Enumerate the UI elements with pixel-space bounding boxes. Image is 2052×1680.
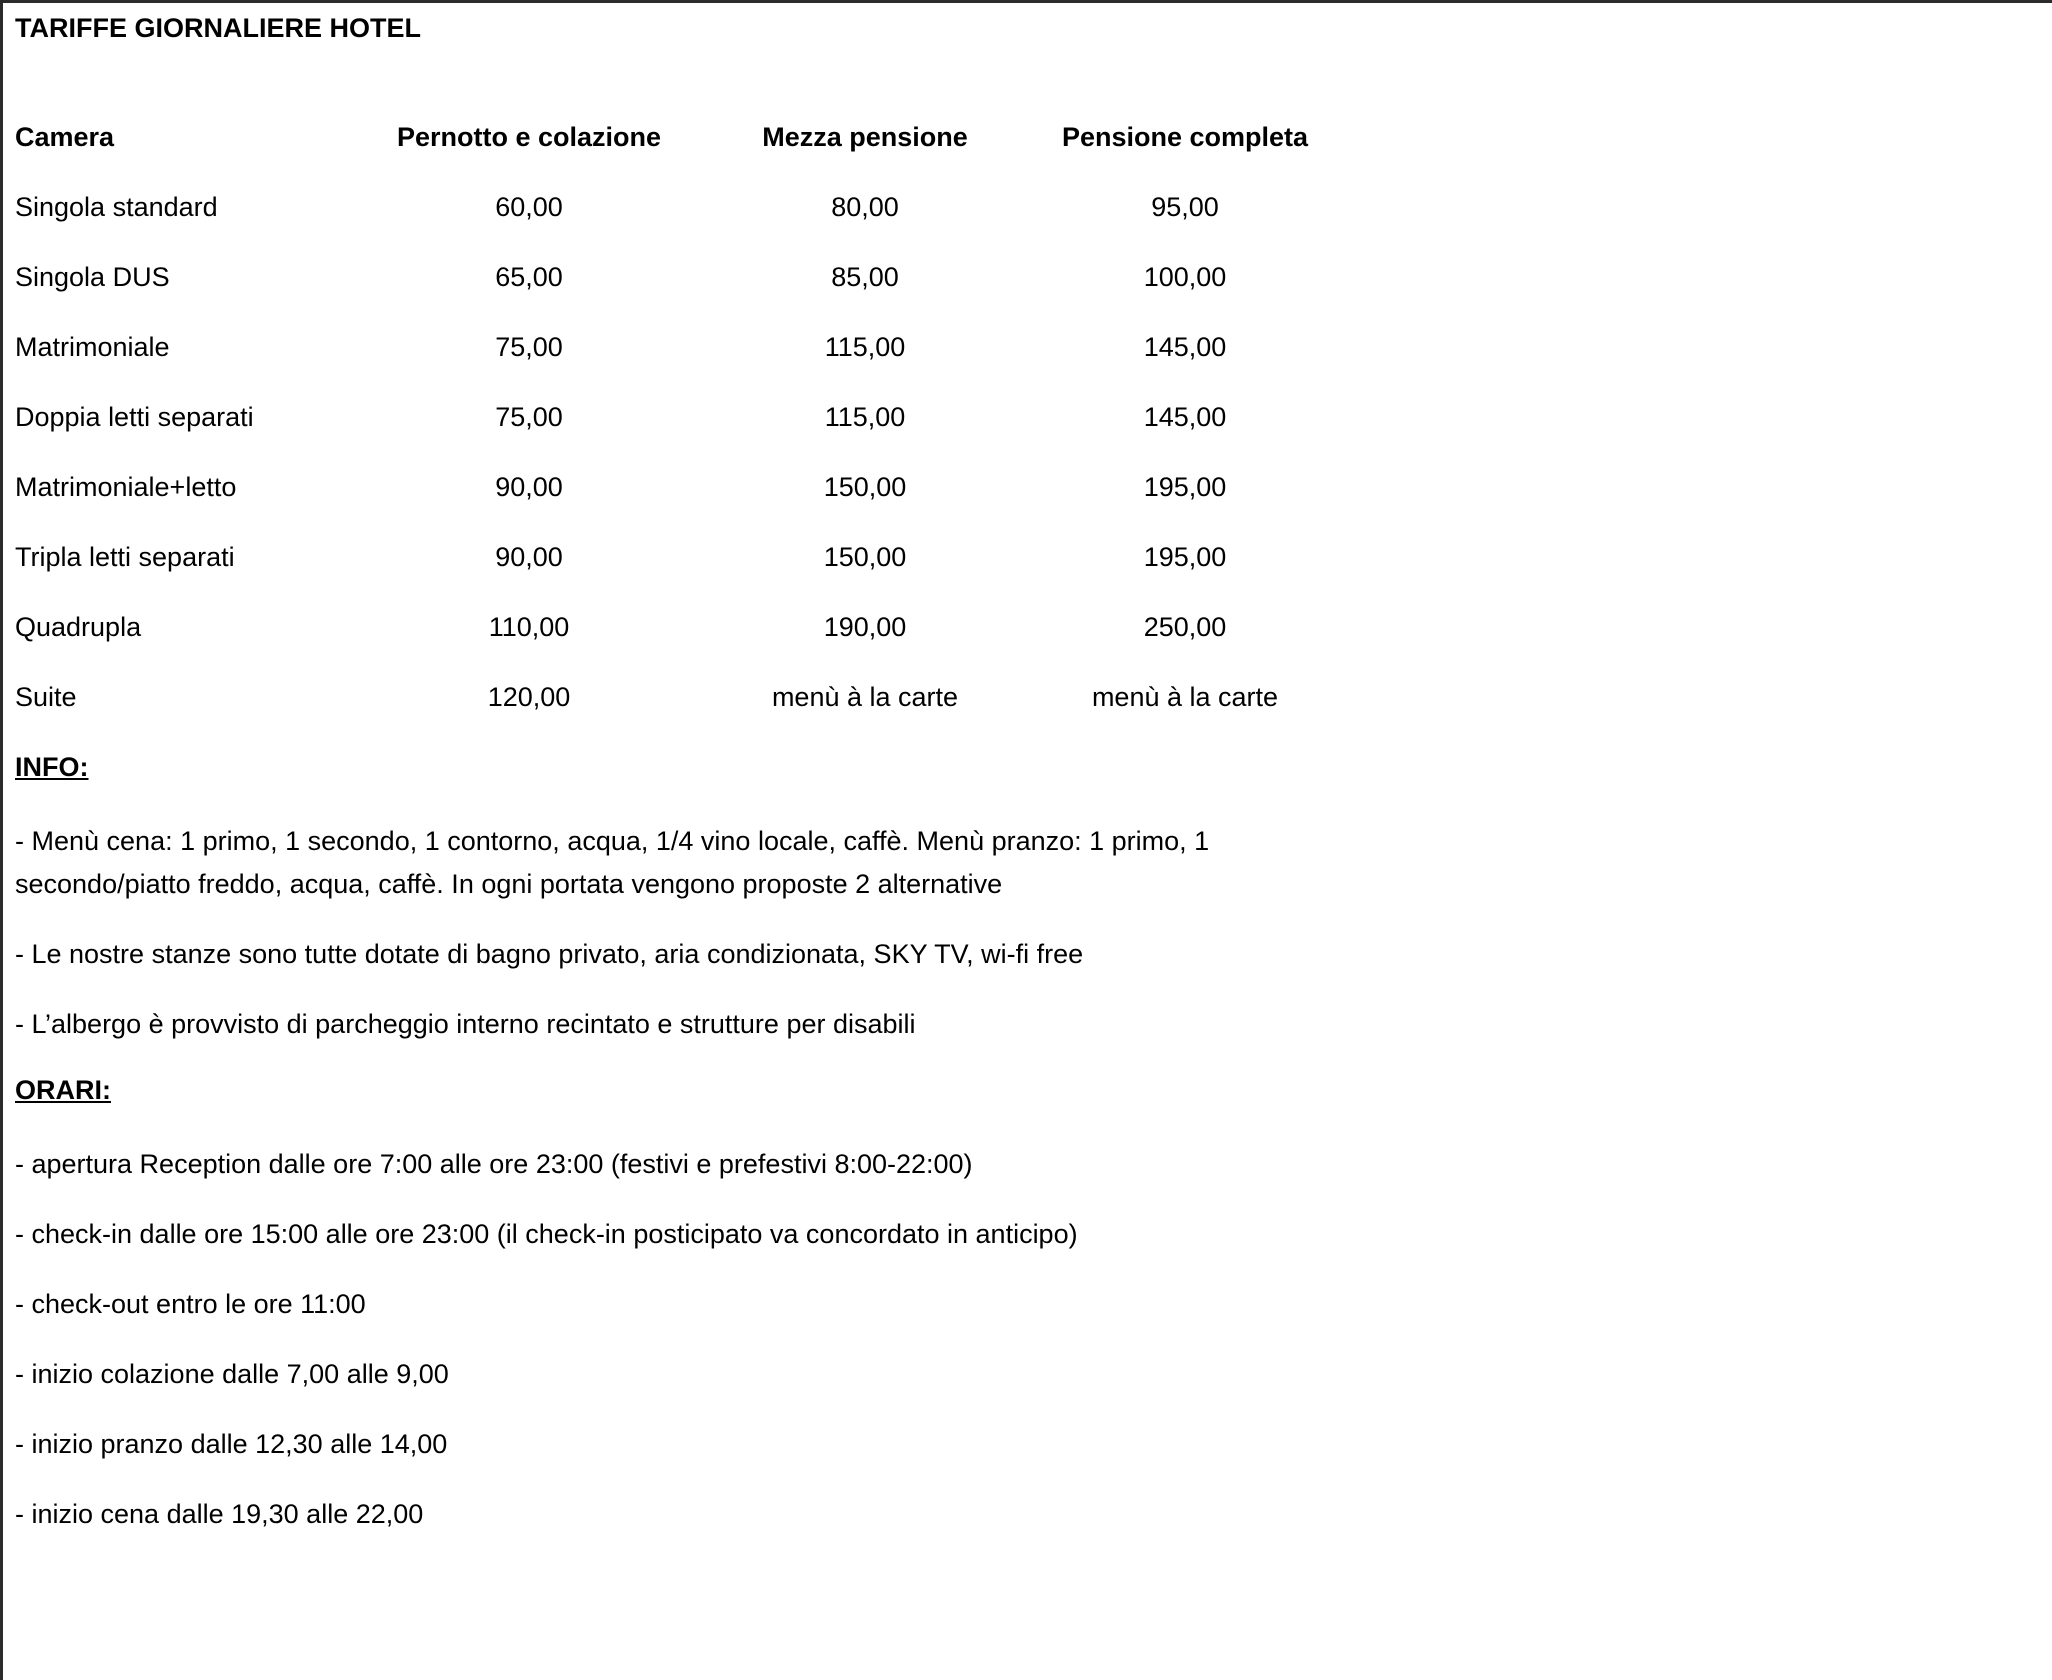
table-row (15, 610, 1345, 680)
orari-item-check-out: - check-out entro le ore 11:00 (15, 1289, 366, 1319)
price-cell: 145,00 (1143, 402, 1227, 432)
table-row (15, 470, 1345, 540)
price-cell: 190,00 (823, 612, 907, 642)
room-type-cell: Singola standard (15, 192, 218, 222)
price-cell: 90,00 (495, 472, 563, 502)
price-cell: 120,00 (487, 682, 571, 712)
price-cell: menù à la carte (771, 682, 959, 712)
price-cell: 80,00 (831, 192, 899, 222)
price-cell: 65,00 (495, 262, 563, 292)
table-row (15, 400, 1345, 470)
price-cell: 90,00 (495, 542, 563, 572)
price-cell: 195,00 (1143, 472, 1227, 502)
price-cell: 85,00 (831, 262, 899, 292)
info-item-menu: - Menù cena: 1 primo, 1 secondo, 1 contorno, acqua, 1/4 vino locale, caffè. Menù pranzo: 1 primo, 1 secondo/piatto freddo, acqua, caffè. In ogni portata vengono proposte 2 alternative (15, 826, 1210, 899)
price-cell: 110,00 (488, 612, 570, 642)
price-cell: 145,00 (1143, 332, 1227, 362)
orari-item-colazione: - inizio colazione dalle 7,00 alle 9,00 (15, 1359, 449, 1389)
orari-item-check-in: - check-in dalle ore 15:00 alle ore 23:00 (il check-in posticipato va concordato in anticipo) (15, 1219, 1078, 1249)
room-type-cell: Matrimoniale+letto (15, 472, 237, 502)
price-cell: 75,00 (495, 402, 563, 432)
table-row (15, 190, 1345, 260)
room-type-cell: Singola DUS (15, 262, 170, 292)
price-cell: 100,00 (1143, 262, 1227, 292)
column-header-mezza-pensione: Mezza pensione (762, 122, 968, 152)
price-cell: 75,00 (495, 332, 563, 362)
orari-section (15, 1073, 1345, 1563)
orari-heading: ORARI: (15, 1075, 111, 1105)
price-cell: 150,00 (823, 542, 907, 572)
price-cell: menù à la carte (1091, 682, 1279, 712)
price-cell: 115,00 (824, 332, 906, 362)
orari-item-cena: - inizio cena dalle 19,30 alle 22,00 (15, 1499, 424, 1529)
room-type-cell: Doppia letti separati (15, 402, 254, 432)
table-row (15, 680, 1345, 750)
column-header-pensione-completa: Pensione completa (1061, 122, 1309, 152)
page-title: TARIFFE GIORNALIERE HOTEL (15, 13, 421, 43)
info-item-parking: - L’albergo è provvisto di parcheggio interno recintato e strutture per disabili (15, 1009, 916, 1039)
price-cell: 115,00 (824, 402, 906, 432)
room-type-cell: Quadrupla (15, 612, 142, 642)
price-cell: 150,00 (823, 472, 907, 502)
price-cell: 250,00 (1143, 612, 1227, 642)
room-type-cell: Suite (15, 682, 77, 712)
table-row (15, 260, 1345, 330)
orari-item-pranzo: - inizio pranzo dalle 12,30 alle 14,00 (15, 1429, 448, 1459)
orari-item-reception: - apertura Reception dalle ore 7:00 alle ore 23:00 (festivi e prefestivi 8:00-22:00) (15, 1149, 973, 1179)
price-cell: 95,00 (1151, 192, 1219, 222)
room-type-cell: Matrimoniale (15, 332, 170, 362)
info-item-rooms: - Le nostre stanze sono tutte dotate di bagno privato, aria condizionata, SKY TV, wi-fi free (15, 939, 1084, 969)
price-cell: 195,00 (1143, 542, 1227, 572)
rates-table (15, 120, 1345, 750)
info-heading: INFO: (15, 752, 89, 782)
info-section (15, 750, 1345, 1073)
column-header-camera: Camera (15, 122, 115, 152)
price-cell: 60,00 (495, 192, 563, 222)
table-row (15, 540, 1345, 610)
column-header-pernotto-colazione: Pernotto e colazione (396, 122, 662, 152)
table-row (15, 330, 1345, 400)
table-header-row (15, 120, 1345, 190)
room-type-cell: Tripla letti separati (15, 542, 235, 572)
